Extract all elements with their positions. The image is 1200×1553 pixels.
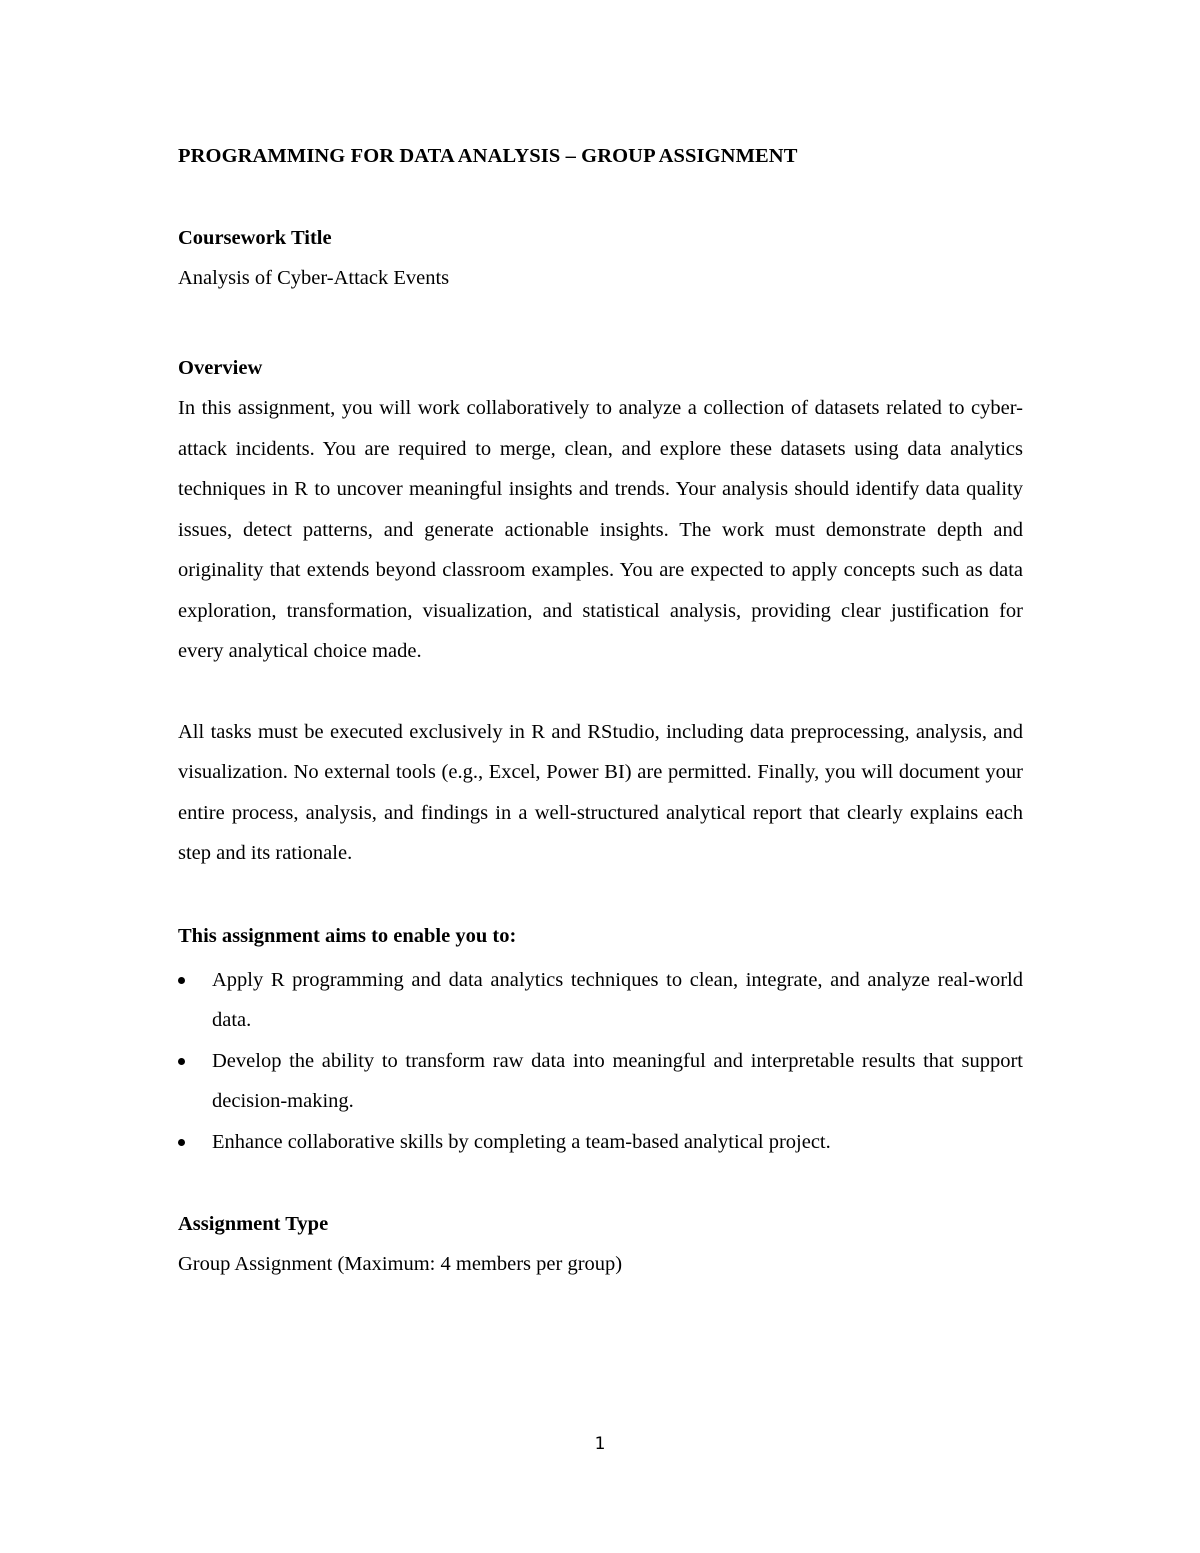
bullet-icon <box>178 1139 185 1146</box>
aims-list <box>178 960 1023 1163</box>
aims-list-item <box>178 960 1023 1041</box>
overview-heading: Overview <box>178 357 263 379</box>
aims-heading: This assignment aims to enable you to: <box>178 924 517 947</box>
aims-item-text: Develop the ability to transform raw data into meaningful and interpretable results that support decision-making. <box>212 1049 1023 1112</box>
aims-item-text: Enhance collaborative skills by completing a team-based analytical project. <box>212 1130 831 1153</box>
assignment-type-value: Group Assignment (Maximum: 4 members per group) <box>178 1253 623 1275</box>
aims-list-item <box>178 1041 1023 1122</box>
bullet-icon <box>178 1058 185 1065</box>
page-content <box>178 140 1023 1280</box>
assignment-type-heading: Assignment Type <box>178 1213 329 1235</box>
aims-list-item <box>178 1122 1023 1163</box>
page-number: 1 <box>594 1434 606 1454</box>
document-title: PROGRAMMING FOR DATA ANALYSIS – GROUP ASSIGNMENT <box>178 145 798 167</box>
overview-paragraph-2: All tasks must be executed exclusively in R and RStudio, including data preprocessing, analysis, and visualization. No external tools (e.g., Excel, Power BI) are permitted. Finally, you will document your entire process, analysis, and findings in a well-structured analytical report that clearly explains each step and its rationale. <box>178 720 1023 864</box>
overview-paragraph-1: In this assignment, you will work collaboratively to analyze a collection of datasets related to cyber-attack incidents. You are required to merge, clean, and explore these datasets using data analytics techniques in R to uncover meaningful insights and trends. Your analysis should identify data quality issues, detect patterns, and generate actionable insights. The work must demonstrate depth and originality that extends beyond classroom examples. You are expected to apply concepts such as data exploration, transformation, visualization, and statistical analysis, providing clear justification for every analytical choice made. <box>178 397 1023 662</box>
coursework-title-heading: Coursework Title <box>178 227 332 249</box>
aims-item-text: Apply R programming and data analytics techniques to clean, integrate, and analyze real-world data. <box>212 968 1023 1031</box>
coursework-title-value: Analysis of Cyber-Attack Events <box>178 267 450 289</box>
bullet-icon <box>178 977 185 984</box>
